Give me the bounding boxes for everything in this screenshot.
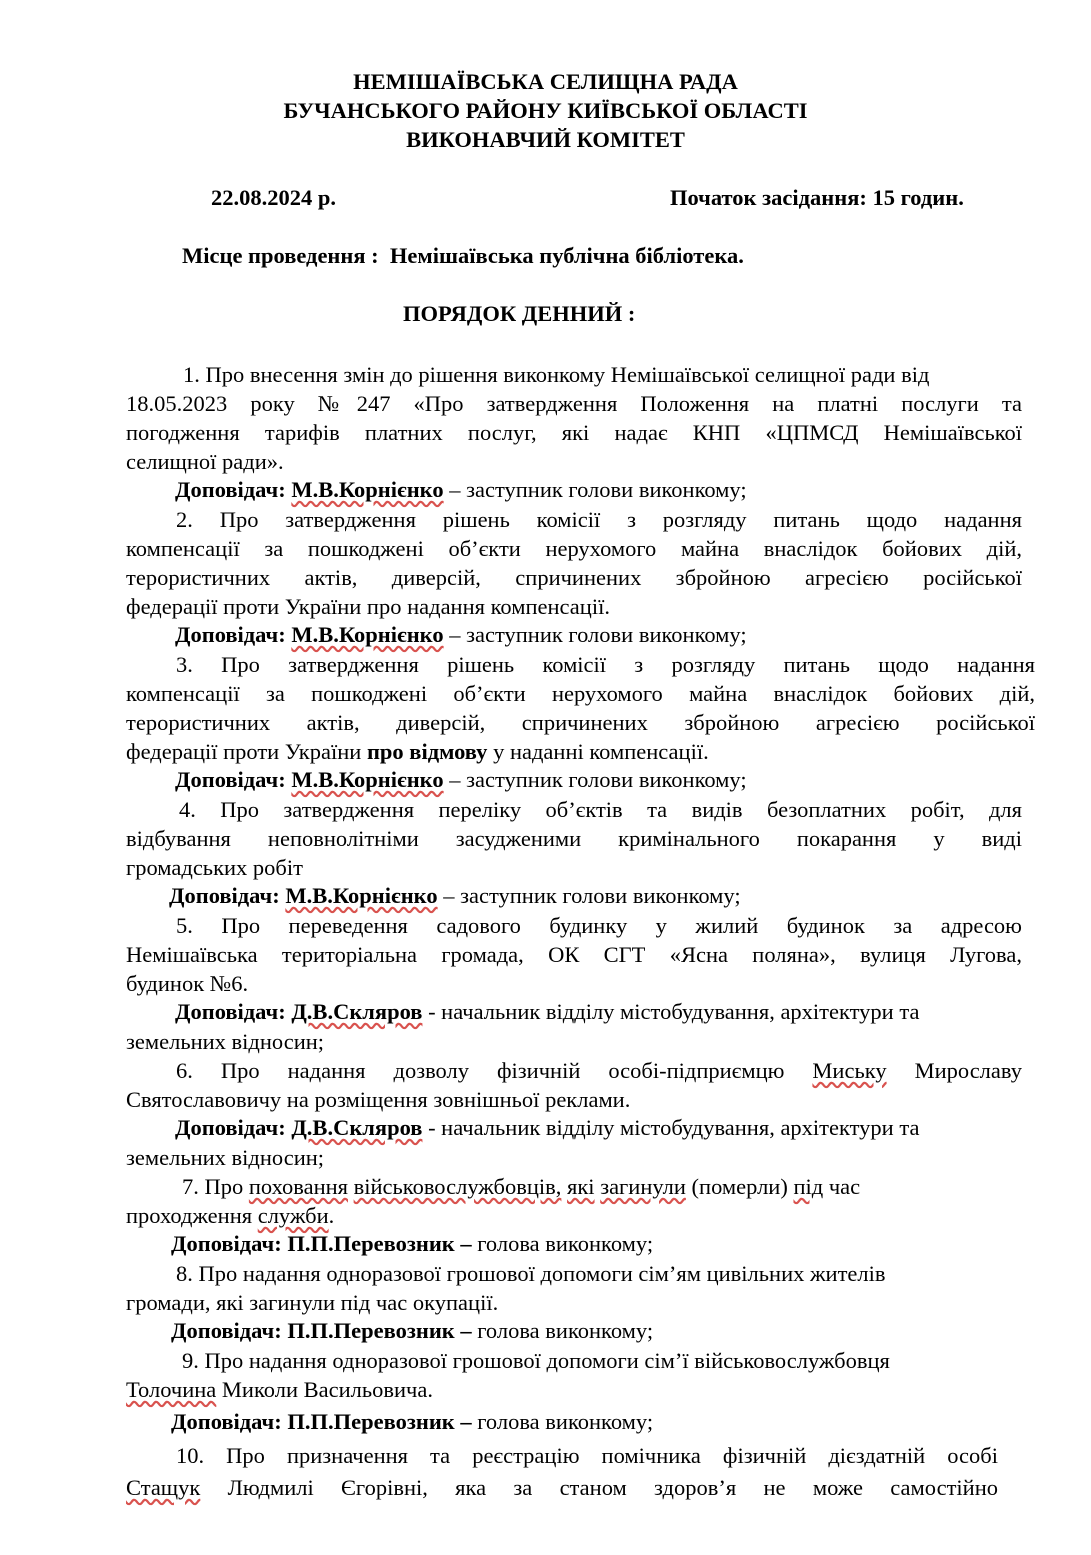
word: поховання <box>248 1174 348 1199</box>
item-9-line-2 <box>126 1375 1022 1404</box>
text: 7. Про <box>182 1174 249 1199</box>
surname: Стащук <box>126 1475 201 1500</box>
speaker-name: П.П.Перевозник – <box>287 1318 472 1343</box>
item-5-line-1: 5. Про переведення садового будинку у жилий будинок за адресою <box>176 913 1022 938</box>
surname: Миську <box>812 1058 887 1083</box>
speaker-line-1 <box>175 476 747 504</box>
item-2-line-2: компенсації за пошкоджені об’єкти нерухомого майна внаслідок бойових дій, <box>126 536 1022 561</box>
refusal-emphasis: про відмову <box>366 739 488 764</box>
item-9-line-1: 9. Про надання одноразової грошової допомоги сім’ї військовослужбовця <box>182 1348 890 1373</box>
item-3-line-3: терористичних актів, диверсій, спричинених збройною агресією російської <box>126 710 1035 735</box>
speaker-label: Доповідач: <box>171 1231 282 1256</box>
item-2-line-1: 2. Про затвердження рішень комісії з розгляду питань щодо надання <box>176 507 1022 532</box>
speaker-role: – заступник голови виконкому; <box>437 883 741 908</box>
item-10-text-end: Людмилі Єгорівні, яка за станом здоров’я не може самостійно <box>200 1475 998 1500</box>
speaker-name: М.В.Корнієнко <box>291 477 444 502</box>
text: . <box>328 1203 335 1228</box>
speaker-name: П.П.Перевозник – <box>287 1231 472 1256</box>
item-5-line-3: будинок №6. <box>126 971 249 996</box>
speaker-line-4 <box>169 882 741 910</box>
item-6-text: 6. Про надання дозволу фізичній особі-підприємцю <box>176 1058 813 1083</box>
speaker-role: голова виконкому; <box>471 1318 654 1343</box>
item-4-line-1: 4. Про затвердження переліку об’єктів та видів безоплатних робіт, для <box>179 797 1022 822</box>
item-10-line-2 <box>126 1473 998 1502</box>
item-1-line-1: 1. Про внесення змін до рішення виконкому Немішаївської селищної ради від <box>183 362 930 387</box>
speaker-role-cont-5: земельних відносин; <box>126 1029 325 1054</box>
speaker-role: голова виконкому; <box>471 1231 654 1256</box>
speaker-label: Доповідач: <box>175 1115 286 1140</box>
word: служби <box>257 1203 329 1228</box>
speaker-line-6 <box>175 1114 919 1142</box>
committee-name: ВИКОНАВЧИЙ КОМІТЕТ <box>406 127 685 152</box>
item-7-line-1 <box>182 1172 982 1201</box>
speaker-line-7 <box>171 1230 653 1258</box>
text: час <box>823 1174 861 1199</box>
item-5-line-2: Немішаївська територіальна громада, ОК СГТ «Ясна поляна», вулиця Лугова, <box>126 942 1022 967</box>
speaker-line-2 <box>175 621 747 649</box>
word: військовослужбовців, <box>353 1174 562 1199</box>
speaker-line-9 <box>171 1408 653 1436</box>
speaker-line-5 <box>175 998 919 1026</box>
item-7-line-2 <box>126 1201 1022 1230</box>
item-4-line-3: громадських робіт <box>126 855 303 880</box>
place-value: Немішаївська публічна бібліотека. <box>389 243 744 268</box>
speaker-name: П.П.Перевозник – <box>287 1409 472 1434</box>
item-3-text: федерації проти України <box>126 739 367 764</box>
speaker-line-3 <box>175 766 747 794</box>
agenda-title: ПОРЯДОК ДЕННИЙ : <box>403 301 636 326</box>
word: які <box>567 1174 595 1199</box>
item-2-line-4: федерації проти України про надання компенсації. <box>126 594 610 619</box>
speaker-role: - начальник відділу містобудування, архітектури та <box>422 999 920 1024</box>
speaker-label: Доповідач: <box>175 999 286 1024</box>
speaker-name: М.В.Корнієнко <box>291 767 444 792</box>
speaker-role: – заступник голови виконкому; <box>443 767 747 792</box>
speaker-role: - начальник відділу містобудування, архітектури та <box>422 1115 920 1140</box>
place-label: Місце проведення : <box>182 243 379 268</box>
item-6-line-2: Святославовичу на розміщення зовнішньої реклами. <box>126 1087 631 1112</box>
speaker-role-cont-6: земельних відносин; <box>126 1145 325 1170</box>
council-name: НЕМІШАЇВСЬКА СЕЛИЩНА РАДА <box>353 69 738 94</box>
speaker-label: Доповідач: <box>171 1409 282 1434</box>
meeting-date: 22.08.2024 р. <box>211 185 337 210</box>
district-name: БУЧАНСЬКОГО РАЙОНУ КИЇВСЬКОЇ ОБЛАСТІ <box>283 98 808 123</box>
speaker-name: Д.В.Скляров <box>291 999 423 1024</box>
item-6-line-1 <box>176 1056 1022 1085</box>
speaker-label: Доповідач: <box>175 477 286 502</box>
meeting-start: Початок засідання: 15 годин. <box>670 185 964 210</box>
text: (померли) <box>685 1174 794 1199</box>
speaker-label: Доповідач: <box>171 1318 282 1343</box>
speaker-role: – заступник голови виконкому; <box>443 622 747 647</box>
speaker-role: – заступник голови виконкому; <box>443 477 747 502</box>
meeting-place <box>182 242 744 270</box>
text: проходження <box>126 1203 258 1228</box>
speaker-label: Доповідач: <box>175 767 286 792</box>
item-2-line-3: терористичних актів, диверсій, спричинених збройною агресією російської <box>126 565 1022 590</box>
item-3-line-4 <box>126 737 1022 766</box>
item-1-line-3: погодження тарифів платних послуг, які надає КНП «ЦПМСД Немішаївської <box>126 420 1022 445</box>
item-10-line-1: 10. Про призначення та реєстрацію помічника фізичній дієздатній особі <box>176 1443 998 1468</box>
word: під <box>793 1174 824 1199</box>
speaker-label: Доповідач: <box>175 622 286 647</box>
speaker-name: Д.В.Скляров <box>291 1115 423 1140</box>
speaker-name: М.В.Корнієнко <box>291 622 444 647</box>
item-3-text-end: у наданні компенсації. <box>487 739 709 764</box>
item-1-line-2: 18.05.2023 року №247 «Про затвердження Положення на платні послуги та <box>126 391 1022 416</box>
speaker-label: Доповідач: <box>169 883 280 908</box>
surname: Толочина <box>126 1377 217 1402</box>
speaker-line-8 <box>171 1317 653 1345</box>
item-8-line-2: громади, які загинули під час окупації. <box>126 1290 499 1315</box>
item-3-line-1: 3. Про затвердження рішень комісії з розгляду питань щодо надання <box>176 652 1035 677</box>
item-1-line-4: селищної ради». <box>126 449 284 474</box>
item-3-line-2: компенсації за пошкоджені об’єкти нерухомого майна внаслідок бойових дій, <box>126 681 1035 706</box>
speaker-role: голова виконкому; <box>471 1409 654 1434</box>
word: загинули <box>600 1174 686 1199</box>
item-6-text-end: Мирославу <box>886 1058 1022 1083</box>
item-4-line-2: відбування неповнолітніми засудженими кримінального покарання у виді <box>126 826 1022 851</box>
item-8-line-1: 8. Про надання одноразової грошової допомоги сім’ям цивільних жителів <box>176 1261 886 1286</box>
item-9-text-end: Миколи Васильовича. <box>216 1377 433 1402</box>
speaker-name: М.В.Корнієнко <box>285 883 438 908</box>
